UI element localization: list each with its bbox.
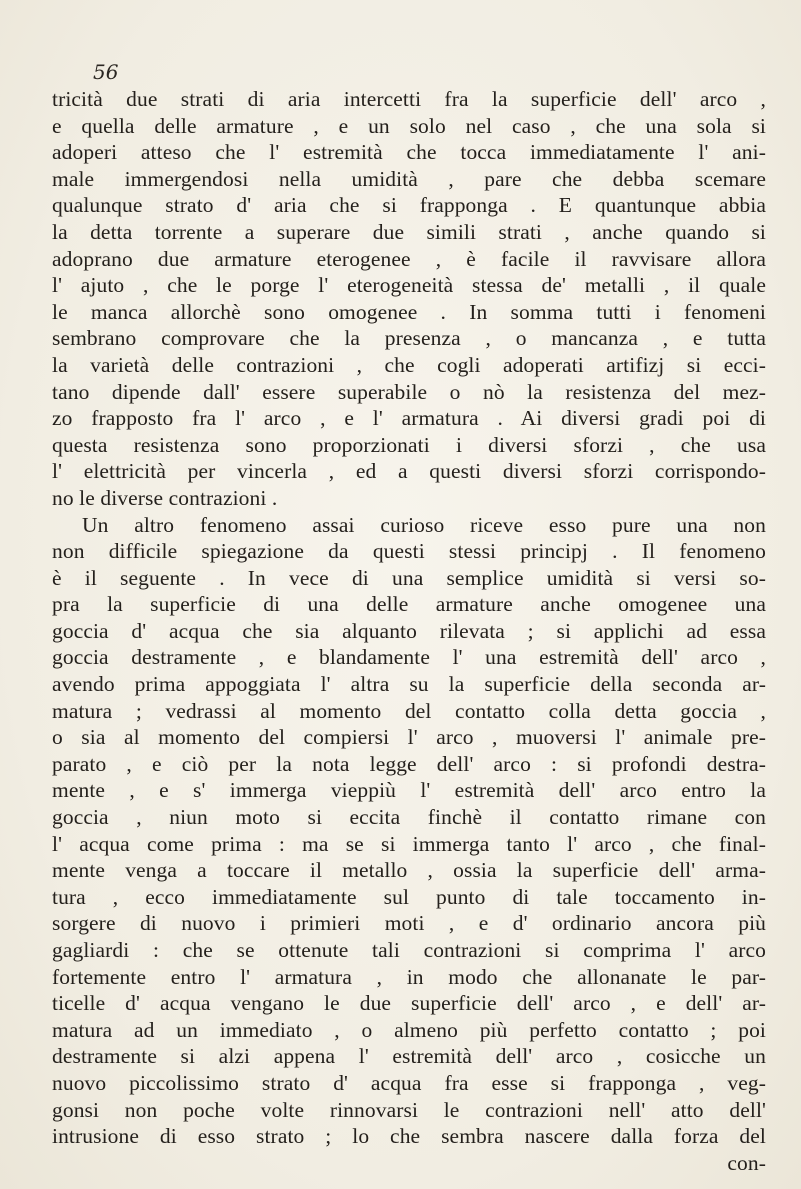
text-line: goccia destramente , e blandamente l' una estremità dell' arco , bbox=[52, 645, 766, 670]
text-line: goccia , niun moto si eccita finchè il contatto rimane con bbox=[52, 805, 766, 830]
text-line: l' acqua come prima : ma se si immerga tanto l' arco , che final- bbox=[52, 831, 766, 856]
text-line: adoperi atteso che l' estremità che tocca immediatamente l' ani- bbox=[52, 140, 766, 165]
text-line: male immergendosi nella umidità , pare che debba scemare bbox=[52, 166, 766, 191]
page-number: 56 bbox=[93, 60, 119, 84]
text-line: mente venga a toccare il metallo , ossia la superficie dell' arma- bbox=[52, 858, 766, 883]
text-line: la detta torrente a superare due simili strati , anche quando si bbox=[52, 219, 766, 244]
text-line: parato , e ciò per la nota legge dell' arco : si profondi destra- bbox=[52, 751, 766, 776]
text-line: e quella delle armature , e un solo nel caso , che una sola si bbox=[52, 113, 766, 138]
text-line: sorgere di nuovo i primieri moti , e d' ordinario ancora più bbox=[52, 911, 766, 936]
text-line: questa resistenza sono proporzionati i diversi sforzi , che usa bbox=[52, 432, 766, 457]
body-text bbox=[52, 86, 766, 1176]
text-line: avendo prima appoggiata l' altra su la superficie della seconda ar- bbox=[52, 672, 766, 697]
text-line: tano dipende dall' essere superabile o nò la resistenza del mez- bbox=[52, 379, 766, 404]
text-line: sembrano comprovare che la presenza , o mancanza , e tutta bbox=[52, 326, 766, 351]
text-line: gagliardi : che se ottenute tali contrazioni si comprima l' arco bbox=[52, 938, 766, 962]
text-line-paragraph-start: Un altro fenomeno assai curioso riceve esso pure una non bbox=[82, 512, 766, 537]
text-line: pra la superficie di una delle armature anche omogenee una bbox=[52, 592, 766, 617]
text-line: non difficile spiegazione da questi stessi principj . Il fenomeno bbox=[52, 539, 766, 564]
text-line: tricità due strati di aria intercetti fra la superficie dell' arco , bbox=[52, 87, 766, 111]
text-line: nuovo piccolissimo strato d' acqua fra esse si frapponga , veg- bbox=[52, 1070, 766, 1095]
text-line: destramente si alzi appena l' estremità dell' arco , cosicche un bbox=[52, 1044, 766, 1069]
text-line: le manca allorchè sono omogenee . In somma tutti i fenomeni bbox=[52, 299, 766, 324]
text-line: ticelle d' acqua vengano le due superficie dell' arco , e dell' ar- bbox=[52, 991, 766, 1016]
text-line: è il seguente . In vece di una semplice umidità si versi so- bbox=[52, 565, 766, 590]
text-line: intrusione di esso strato ; lo che sembra nascere dalla forza del bbox=[52, 1124, 766, 1149]
text-line: l' elettricità per vincerla , ed a questi diversi sforzi corrispondo- bbox=[52, 459, 766, 484]
text-line: tura , ecco immediatamente sul punto di tale toccamento in- bbox=[52, 884, 766, 909]
text-line: o sia al momento del compiersi l' arco , muoversi l' animale pre- bbox=[52, 725, 766, 750]
text-line: goccia d' acqua che sia alquanto rilevata ; si applichi ad essa bbox=[52, 618, 766, 643]
text-line: la varietà delle contrazioni , che cogli adoperati artifizj si ecci- bbox=[52, 352, 766, 377]
text-line: qualunque strato d' aria che si frapponga . E quantunque abbia bbox=[52, 193, 766, 218]
text-line-paragraph-end: no le diverse contrazioni . bbox=[52, 485, 278, 510]
text-line: gonsi non poche volte rinnovarsi le contrazioni nell' atto dell' bbox=[52, 1097, 766, 1122]
text-line: adoprano due armature eterogenee , è facile il ravvisare allora bbox=[52, 246, 766, 271]
text-line: fortemente entro l' armatura , in modo che allonanate le par- bbox=[52, 964, 766, 989]
text-line: matura ad un immediato , o almeno più perfetto contatto ; poi bbox=[52, 1017, 766, 1042]
text-line: zo frapposto fra l' arco , e l' armatura . Ai diversi gradi poi di bbox=[52, 406, 766, 431]
text-line: l' ajuto , che le porge l' eterogeneità stessa de' metalli , il quale bbox=[52, 273, 766, 298]
text-line: mente , e s' immerga vieppiù l' estremità dell' arco entro la bbox=[52, 778, 766, 803]
catchword: con- bbox=[727, 1150, 766, 1175]
text-line: matura ; vedrassi al momento del contatto colla detta goccia , bbox=[52, 698, 766, 723]
